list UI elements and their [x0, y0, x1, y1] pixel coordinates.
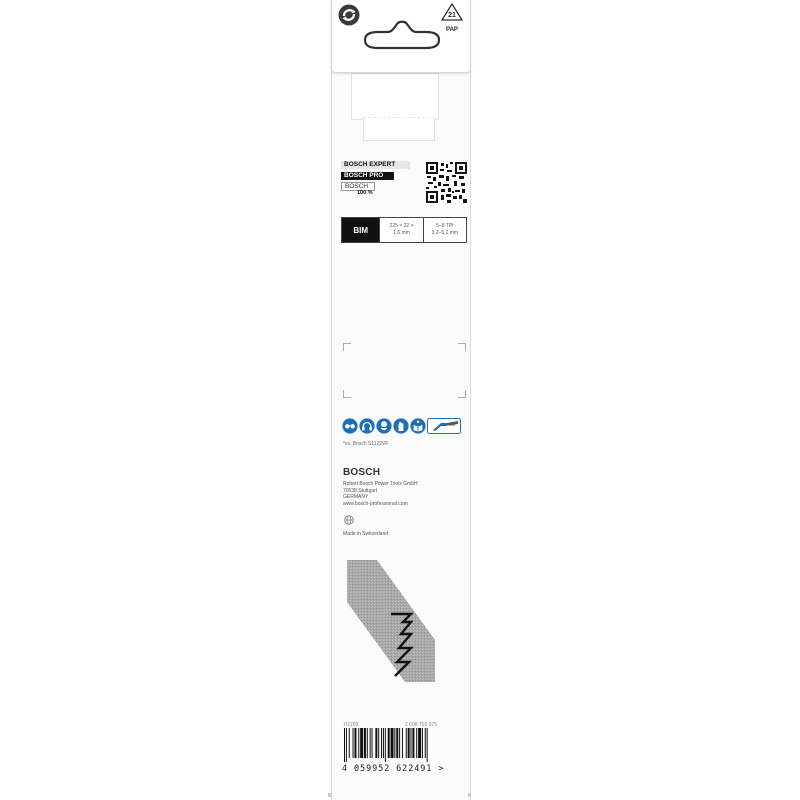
- ean-digits: 4 059952 622491 >: [342, 764, 445, 774]
- barcode-bar: [422, 728, 423, 758]
- barcode-bar: [394, 728, 395, 758]
- comparison-note: *vs. Bosch S1122VF: [343, 441, 389, 447]
- barcode-bar: [416, 728, 417, 758]
- brand-logo-text: BOSCH: [343, 467, 381, 478]
- article-code: 7/2209: [343, 722, 359, 728]
- barcode-bar: [349, 728, 350, 758]
- blade-material: BIM: [342, 218, 379, 242]
- read-manual-icon: [410, 418, 426, 434]
- window-corner-mark: [343, 343, 351, 351]
- barcode-bar: [412, 728, 414, 758]
- barcode-icon: [343, 728, 455, 762]
- bottom-edge-mark: [328, 793, 331, 797]
- barcode-bar: [354, 728, 356, 758]
- recycling-code: 21: [448, 12, 456, 19]
- hearing-protection-icon: [359, 418, 375, 434]
- spec-dimensions: [379, 218, 422, 242]
- safety-icons: [342, 418, 461, 434]
- tier-expert-label: BOSCH EXPERT: [341, 161, 410, 169]
- manufacturer-name: Robert Bosch Power Tools GmbH: [343, 481, 418, 487]
- bottom-edge-mark: [468, 793, 471, 797]
- barcode-bar: [367, 728, 368, 758]
- barcode-bar: [353, 728, 354, 758]
- barcode-bar: [375, 728, 377, 758]
- qr-code-icon: [426, 162, 467, 203]
- barcode-bar: [411, 728, 412, 758]
- barcode-bar: [360, 728, 363, 758]
- barcode-bar: [396, 728, 398, 758]
- tier-standard-label: BOSCH: [341, 182, 375, 191]
- manufacturer-website: www.bosch-professional.com: [343, 500, 408, 507]
- country-of-origin: Made in Switzerland: [343, 531, 389, 537]
- barcode-bar: [372, 728, 373, 758]
- hang-tab: [331, 0, 471, 73]
- spec-teeth: [423, 218, 466, 242]
- hang-tab-lower: [351, 73, 439, 120]
- gloves-icon: [393, 418, 409, 434]
- barcode-bar: [408, 728, 410, 758]
- sabre-saw-icon: [427, 418, 461, 434]
- spec-table: [341, 217, 467, 243]
- barcode-bar: [427, 728, 428, 762]
- barcode-bar: [358, 728, 359, 758]
- eye-protection-icon: [342, 418, 358, 434]
- saw-blade-illustration: [347, 556, 437, 686]
- hang-tab-flap: [363, 117, 435, 141]
- window-corner-mark: [458, 343, 466, 351]
- manufacturer-country: GERMANY: [343, 494, 369, 500]
- globe-icon: [344, 515, 354, 525]
- spec-size-line1: 225 × 22 ×: [389, 223, 414, 229]
- barcode-bar: [344, 728, 345, 762]
- manufacturer-city: 70538 Stuttgart: [343, 487, 378, 494]
- barcode-bar: [385, 728, 386, 762]
- barcode-bar: [399, 728, 400, 758]
- barcode-bar: [418, 728, 421, 758]
- manufacturer-address: [343, 481, 418, 507]
- barcode-bar: [391, 728, 394, 758]
- tier-pro-label: BOSCH PRO: [341, 172, 394, 180]
- barcode-bar: [383, 728, 384, 758]
- barcode-bar: [402, 728, 403, 758]
- window-corner-mark: [458, 390, 466, 398]
- hang-hole-icon: [351, 19, 453, 59]
- barcode-bar: [388, 728, 390, 758]
- dust-mask-icon: [376, 418, 392, 434]
- spec-size-line2: 1,6 mm: [393, 230, 410, 236]
- barcode-bar: [378, 728, 379, 758]
- barcode-bar: [364, 728, 366, 758]
- spec-tpi-line1: 5–8 TPI: [436, 223, 454, 229]
- recycling-material: PAP: [446, 27, 458, 33]
- barcode-bar: [346, 728, 347, 762]
- barcode-bar: [370, 728, 371, 758]
- spec-tpi-line2: 3,2–5,1 mm: [431, 230, 459, 236]
- barcode-bar: [425, 728, 426, 758]
- product-number: 2 608 703 975: [405, 722, 437, 728]
- tier-percent: 100 %: [357, 190, 373, 196]
- barcode-bar: [406, 728, 407, 758]
- window-corner-mark: [343, 390, 351, 398]
- barcode-bar: [381, 728, 382, 758]
